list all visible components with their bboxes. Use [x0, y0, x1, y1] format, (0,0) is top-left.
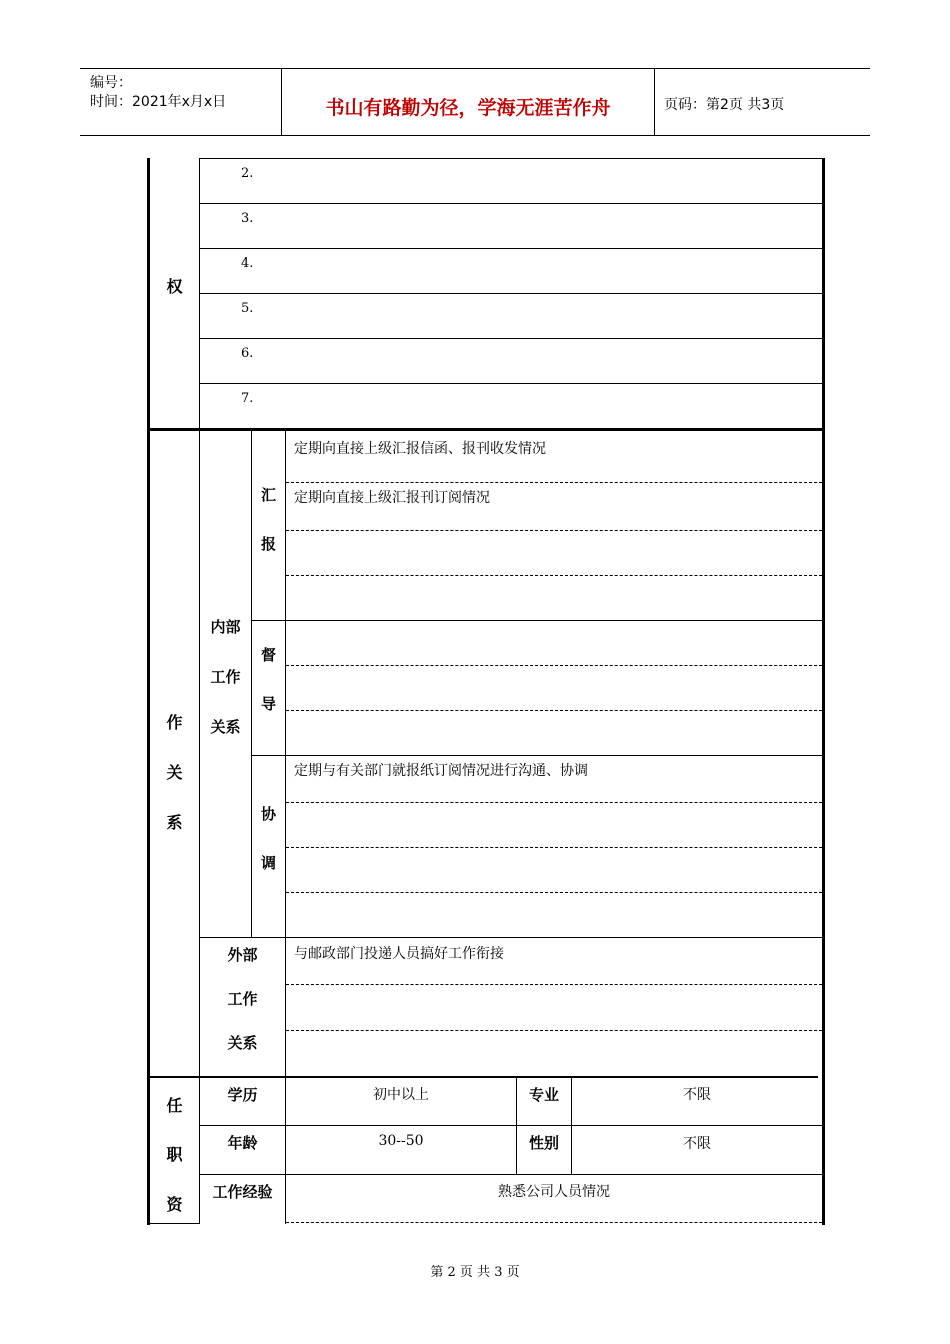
authority-item-5: 5.: [241, 301, 254, 316]
report-line-2: 定期向直接上级汇报刊订阅情况: [294, 490, 490, 506]
page-footer: 第 2 页 共 3 页: [430, 1265, 520, 1280]
experience-value: 熟悉公司人员情况: [498, 1184, 610, 1200]
authority-item-3: 3.: [241, 211, 254, 226]
header-motto: 书山有路勤为径，学海无涯苦作舟: [325, 97, 611, 119]
major-label: 专业: [528, 1086, 559, 1104]
coordinate-label-2: 调: [260, 854, 276, 872]
document-number-label: 编号：: [90, 75, 132, 91]
education-value: 初中以上: [373, 1087, 429, 1103]
page-number-label: 页码：第2页 共3页: [664, 97, 785, 113]
authority-item-6: 6.: [241, 346, 254, 361]
internal-relations-label-3: 关系: [210, 718, 241, 736]
coordinate-line-1: 定期与有关部门就报纸订阅情况进行沟通、协调: [294, 763, 588, 779]
external-relations-label-3: 关系: [227, 1034, 258, 1052]
relations-label-char-2: 关: [166, 763, 183, 782]
report-label-2: 报: [260, 535, 276, 553]
coordinate-label-1: 协: [260, 805, 276, 823]
authority-section-label: 权: [166, 277, 183, 296]
relations-label-char-3: 系: [166, 813, 183, 832]
qualification-label-char-3: 资: [166, 1195, 183, 1214]
external-relations-label-1: 外部: [227, 946, 258, 964]
supervise-label-2: 导: [260, 695, 276, 713]
major-value: 不限: [683, 1087, 711, 1103]
education-label: 学历: [227, 1086, 258, 1104]
external-relations-label-2: 工作: [227, 990, 258, 1008]
authority-item-4: 4.: [241, 256, 254, 271]
qualification-label-char-1: 任: [166, 1096, 183, 1115]
experience-label: 工作经验: [212, 1183, 273, 1201]
authority-item-7: 7.: [241, 391, 254, 406]
external-line-1: 与邮政部门投递人员搞好工作衔接: [294, 946, 504, 962]
age-label: 年龄: [227, 1134, 258, 1152]
report-line-1: 定期向直接上级汇报信函、报刊收发情况: [294, 441, 546, 457]
authority-item-2: 2.: [241, 166, 254, 181]
qualification-label-char-2: 职: [166, 1145, 183, 1164]
internal-relations-label-1: 内部: [210, 618, 241, 636]
relations-label-char-1: 作: [166, 713, 183, 732]
supervise-label-1: 督: [260, 646, 276, 664]
internal-relations-label-2: 工作: [210, 668, 241, 686]
report-label-1: 汇: [260, 486, 276, 504]
gender-label: 性别: [528, 1134, 559, 1152]
gender-value: 不限: [683, 1136, 711, 1152]
document-time-label: 时间：2021年x月x日: [90, 94, 227, 110]
age-value: 30--50: [378, 1133, 424, 1149]
